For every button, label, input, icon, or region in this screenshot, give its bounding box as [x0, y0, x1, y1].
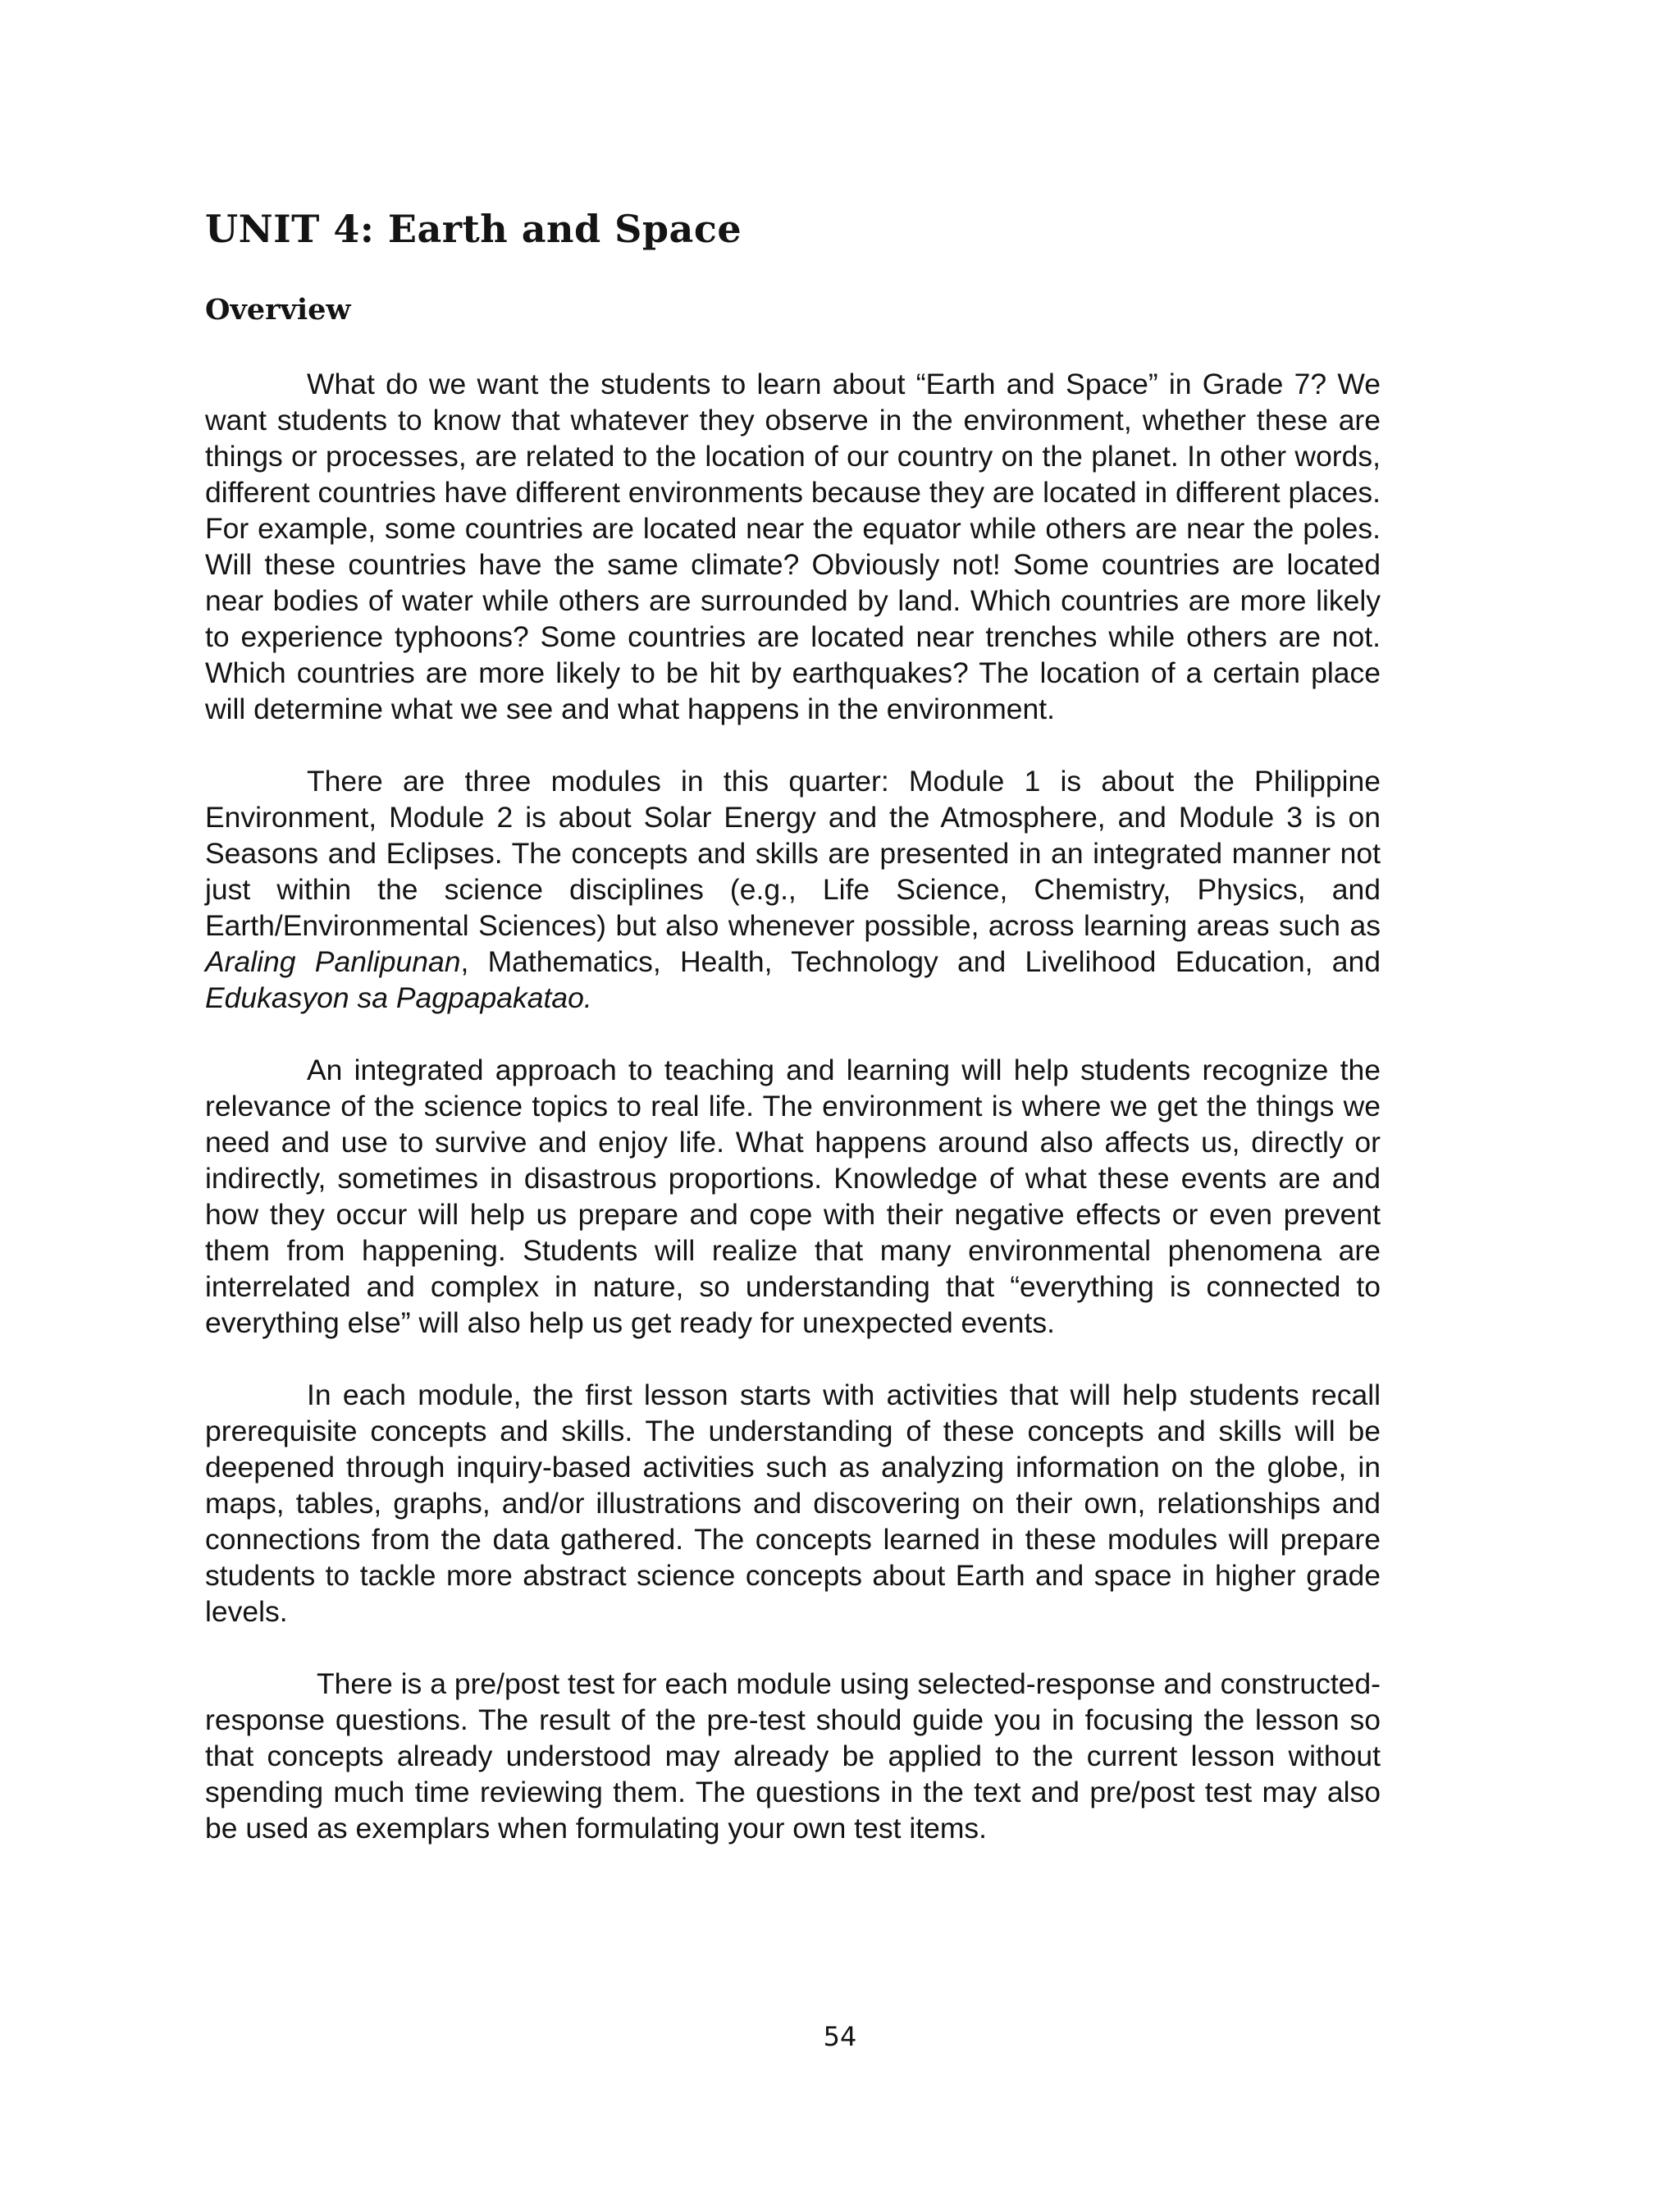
unit-title: UNIT 4: Earth and Space — [205, 207, 742, 251]
paragraph-2-italic-edukasyon: Edukasyon sa Pagpapakatao. — [205, 981, 592, 1014]
paragraph-2-text-a: There are three modules in this quarter: Module 1 is about the Philippine Environment, Module 2 is about Solar Energy and the Atmosphere, and Module 3 is on Seasons and Eclipses. The concepts and skills are presented in an integrated manner not just within the science disciplines (e.g., Life Science, Chemistry, Physics, and Earth/Environmental Sciences) but also whenever possible, across learning areas such as — [205, 765, 1381, 942]
paragraph-2 — [205, 763, 1381, 1016]
page-number: 54 — [823, 2021, 857, 2052]
page-content — [205, 200, 1381, 1882]
paragraph-1: What do we want the students to learn about “Earth and Space” in Grade 7? We want students to know that whatever they observe in the environment, whether these are things or processes, are related to the location of our country on the planet. In other words, different countries have different environments because they are located in different places. For example, some countries are located near the equator while others are near the poles. Will these countries have the same climate? Obviously not! Some countries are located near bodies of water while others are surrounded by land. Which countries are more likely to experience typhoons? Some countries are located near trenches while others are not. Which countries are more likely to be hit by earthquakes? The location of a certain place will determine what we see and what happens in the environment. — [205, 368, 1381, 725]
paragraph-4: In each module, the first lesson starts with activities that will help students recall prerequisite concepts and skills. The understanding of these concepts and skills will be deepened through inquiry-based activities such as analyzing information on the globe, in maps, tables, graphs, and/or illustrations and discovering on their own, relationships and connections from the data gathered. The concepts learned in these modules will prepare students to tackle more abstract science concepts about Earth and space in higher grade levels. — [205, 1378, 1381, 1628]
paragraph-2-text-b: , Mathematics, Health, Technology and Livelihood Education, and — [460, 945, 1381, 978]
paragraph-2-italic-araling-panlipunan: Araling Panlipunan — [205, 945, 461, 978]
paragraph-5: There is a pre/post test for each module using selected-response and constructed-response questions. The result of the pre-test should guide you in focusing the lesson so that concepts already understood may already be applied to the current lesson without spending much time reviewing them. The questions in the text and pre/post test may also be used as exemplars when formulating your own test items. — [205, 1667, 1381, 1845]
section-title-overview: Overview — [205, 293, 351, 327]
paragraph-3: An integrated approach to teaching and learning will help students recognize the relevance of the science topics to real life. The environment is where we get the things we need and use to survive and enjoy life. What happens around also affects us, directly or indirectly, sometimes in disastrous proportions. Knowledge of what these events are and how they occur will help us prepare and cope with their negative effects or even prevent them from happening. Students will realize that many environmental phenomena are interrelated and complex in nature, so understanding that “everything is connected to everything else” will also help us get ready for unexpected events. — [205, 1054, 1381, 1339]
